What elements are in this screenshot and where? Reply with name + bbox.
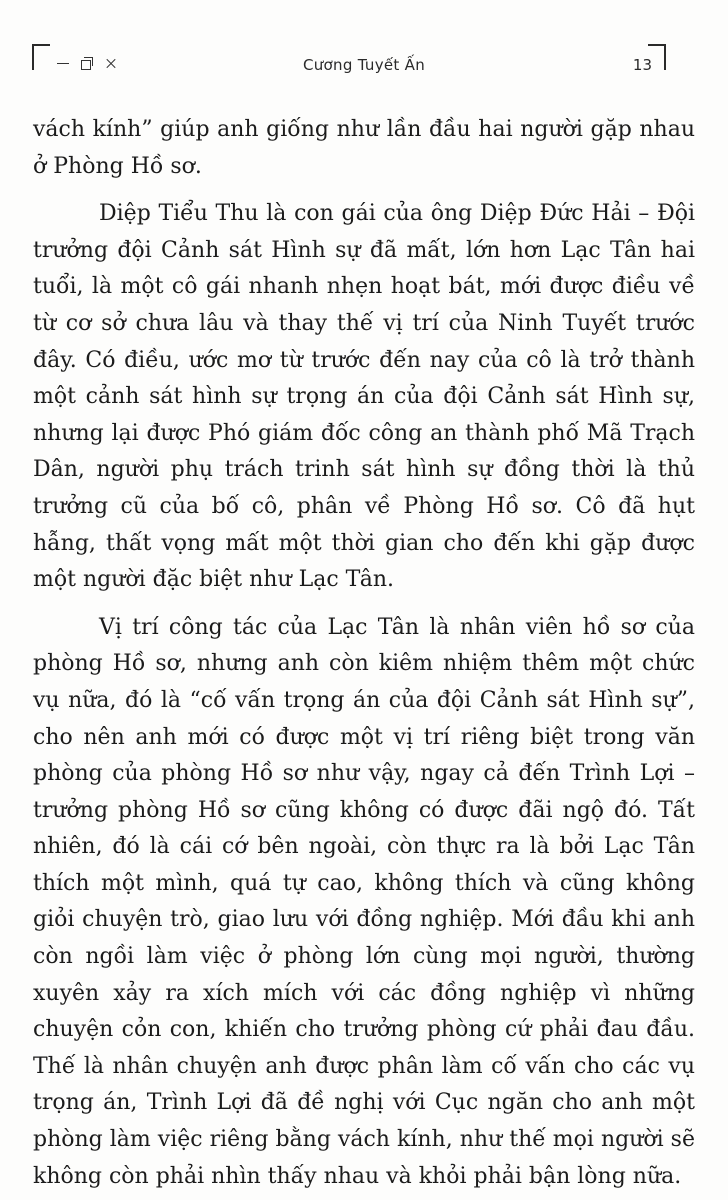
paragraph: Diệp Tiểu Thu là con gái của ông Diệp Đức Hải – Đội trưởng đội Cảnh sát Hình sự đã mất, lớn hơn Lạc Tân hai tuổi, là một cô gái nhanh nhẹn hoạt bát, mới được điều về từ cơ sở chưa lâu và thay thế vị trí của Ninh Tuyết trước đây. Có điều, ước mơ từ trước đến nay của cô là trở thành một cảnh sát hình sự trọng án của đội Cảnh sát Hình sự, nhưng lại được Phó giám đốc công an thành phố Mã Trạch Dân, người phụ trách trinh sát hình sự đồng thời là thủ trưởng cũ của bố cô, phân về Phòng Hồ sơ. Cô đã hụt hẫng, thất vọng mất một thời gian cho đến khi gặp được một người đặc biệt như Lạc Tân. <box>33 201 695 593</box>
body-text <box>33 112 695 1195</box>
running-title: Cương Tuyết Ấn <box>302 56 426 74</box>
page-header <box>0 38 728 88</box>
paragraph-continued: vách kính” giúp anh giống như lần đầu hai người gặp nhau ở Phòng Hồ sơ. <box>33 117 695 179</box>
corner-mark-right-icon <box>648 44 666 70</box>
page-number: 13 <box>632 56 652 74</box>
paragraph: Vị trí công tác của Lạc Tân là nhân viên hồ sơ của phòng Hồ sơ, nhưng anh còn kiêm nhiệm thêm một chức vụ nữa, đó là “cố vấn trọng án của đội Cảnh sát Hình sự”, cho nên anh mới có được một vị trí riêng biệt trong văn phòng của phòng Hồ sơ như vậy, ngay cả đến Trình Lợi – trưởng phòng Hồ sơ cũng không có được đãi ngộ đó. Tất nhiên, đó là cái cớ bên ngoài, còn thực ra là bởi Lạc Tân thích một mình, quá tự cao, không thích và cũng không giỏi chuyện trò, giao lưu với đồng nghiệp. Mới đầu khi anh còn ngồi làm việc ở phòng lớn cùng mọi người, thường xuyên xảy ra xích mích với các đồng nghiệp vì những chuyện cỏn con, khiến cho trưởng phòng cứ phải đau đầu. Thế là nhân chuyện anh được phân làm cố vấn cho các vụ trọng án, Trình Lợi đã đề nghị với Cục ngăn cho anh một phòng làm việc riêng bằng vách kính, như thế mọi người sẽ không còn phải nhìn thấy nhau và khỏi phải bận lòng nữa. <box>33 614 695 1189</box>
